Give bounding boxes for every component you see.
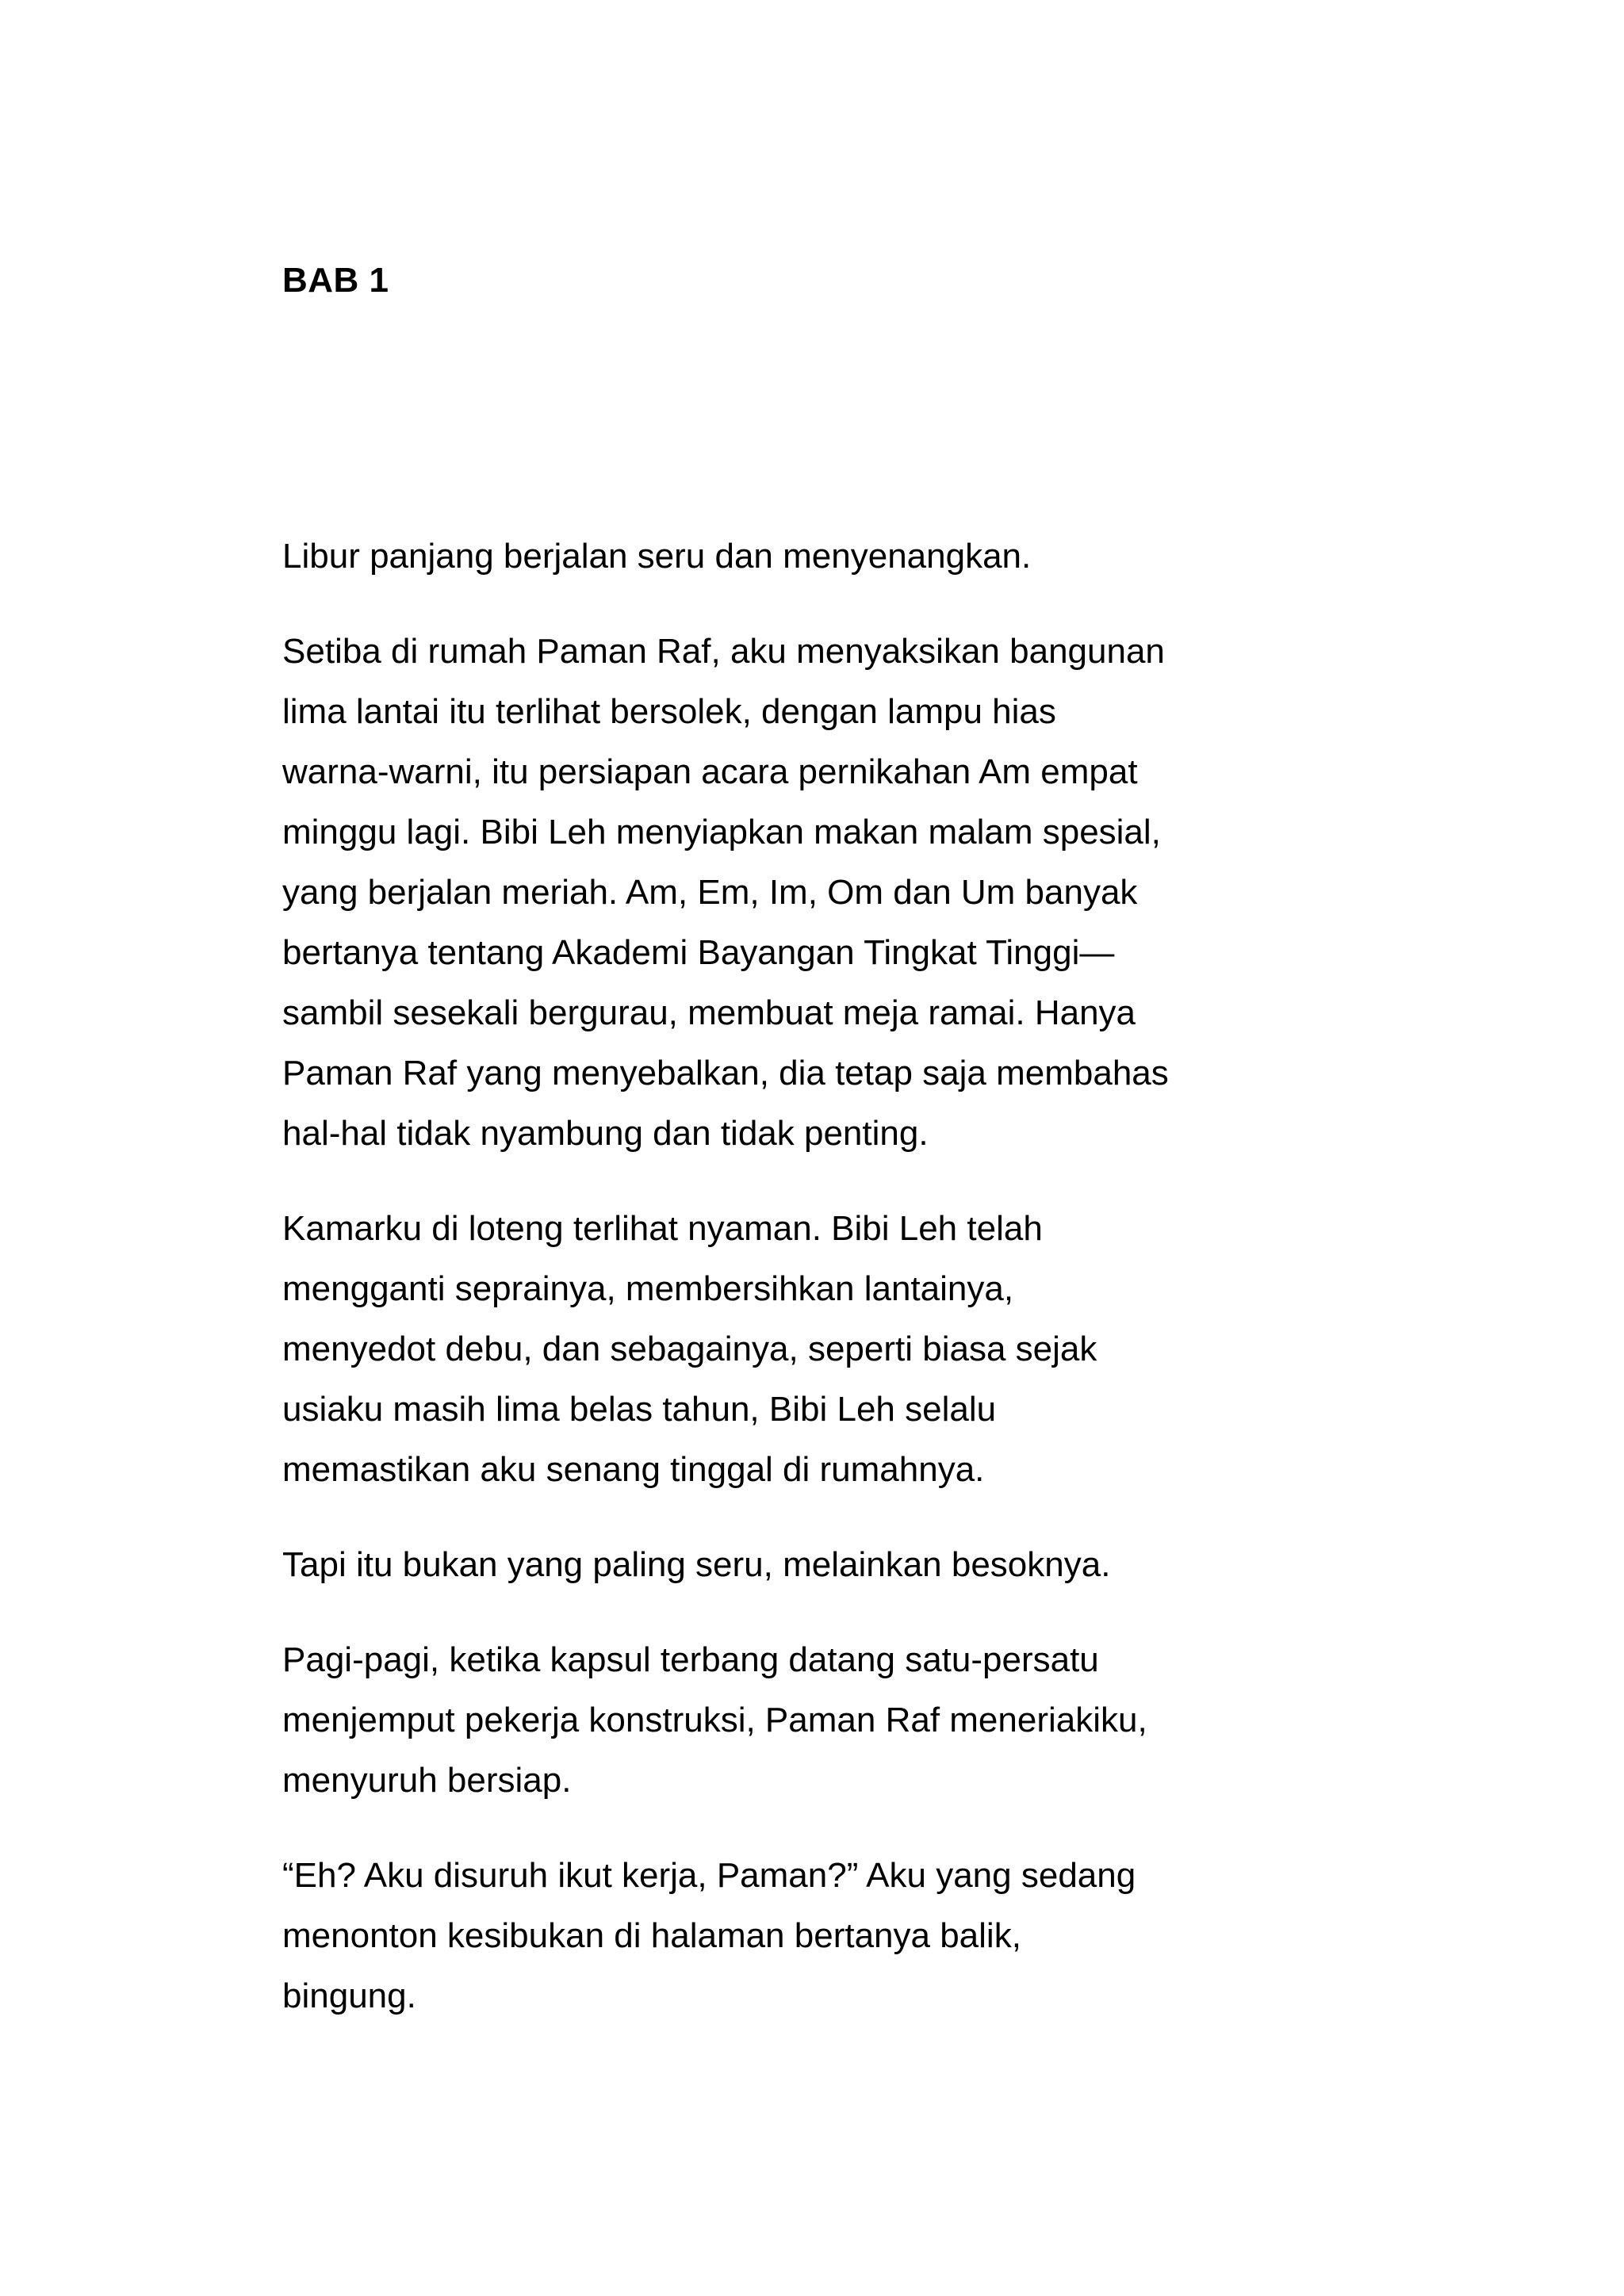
text-line: minggu lagi. Bibi Leh menyiapkan makan malam spesial, (282, 813, 1161, 851)
text-line: Setiba di rumah Paman Raf, aku menyaksikan bangunan (282, 632, 1165, 671)
text-line: warna-warni, itu persiapan acara pernikahan Am empat (282, 752, 1138, 791)
paragraph-3 (282, 1199, 1377, 1500)
text-line: yang berjalan meriah. Am, Em, Im, Om dan Um banyak (282, 873, 1138, 912)
text-line: Pagi-pagi, ketika kapsul terbang datang satu-persatu (282, 1640, 1099, 1679)
paragraph-6 (282, 1846, 1377, 2026)
text-line: bingung. (282, 1976, 416, 2015)
text-line: Libur panjang berjalan seru dan menyenangkan. (282, 537, 1032, 576)
text-line: Paman Raf yang menyebalkan, dia tetap saja membahas (282, 1054, 1169, 1093)
text-line: menonton kesibukan di halaman bertanya balik, (282, 1916, 1021, 1955)
text-line: Kamarku di loteng terlihat nyaman. Bibi Leh telah (282, 1209, 1043, 1248)
text-line: menjemput pekerja konstruksi, Paman Raf meneriakiku, (282, 1701, 1147, 1739)
text-line: lima lantai itu terlihat bersolek, dengan lampu hias (282, 692, 1056, 731)
text-line: usiaku masih lima belas tahun, Bibi Leh selalu (282, 1390, 997, 1429)
text-line: menyedot debu, dan sebagainya, seperti biasa sejak (282, 1330, 1097, 1368)
chapter-title: BAB 1 (282, 261, 389, 300)
text-line: bertanya tentang Akademi Bayangan Tingkat Tinggi— (282, 933, 1115, 972)
text-line: hal-hal tidak nyambung dan tidak penting. (282, 1114, 929, 1153)
text-line: menyuruh bersiap. (282, 1761, 572, 1800)
body-text (282, 526, 1377, 2061)
paragraph-1 (282, 526, 1377, 587)
paragraph-5 (282, 1630, 1377, 1811)
text-line: Tapi itu bukan yang paling seru, melainkan besoknya. (282, 1545, 1111, 1584)
text-line: mengganti seprainya, membersihkan lantainya, (282, 1269, 1014, 1308)
text-line: memastikan aku senang tinggal di rumahnya. (282, 1450, 985, 1489)
paragraph-4 (282, 1535, 1377, 1595)
text-line: sambil sesekali bergurau, membuat meja ramai. Hanya (282, 993, 1136, 1032)
paragraph-2 (282, 622, 1377, 1164)
text-line: “Eh? Aku disuruh ikut kerja, Paman?” Aku yang sedang (282, 1856, 1136, 1895)
